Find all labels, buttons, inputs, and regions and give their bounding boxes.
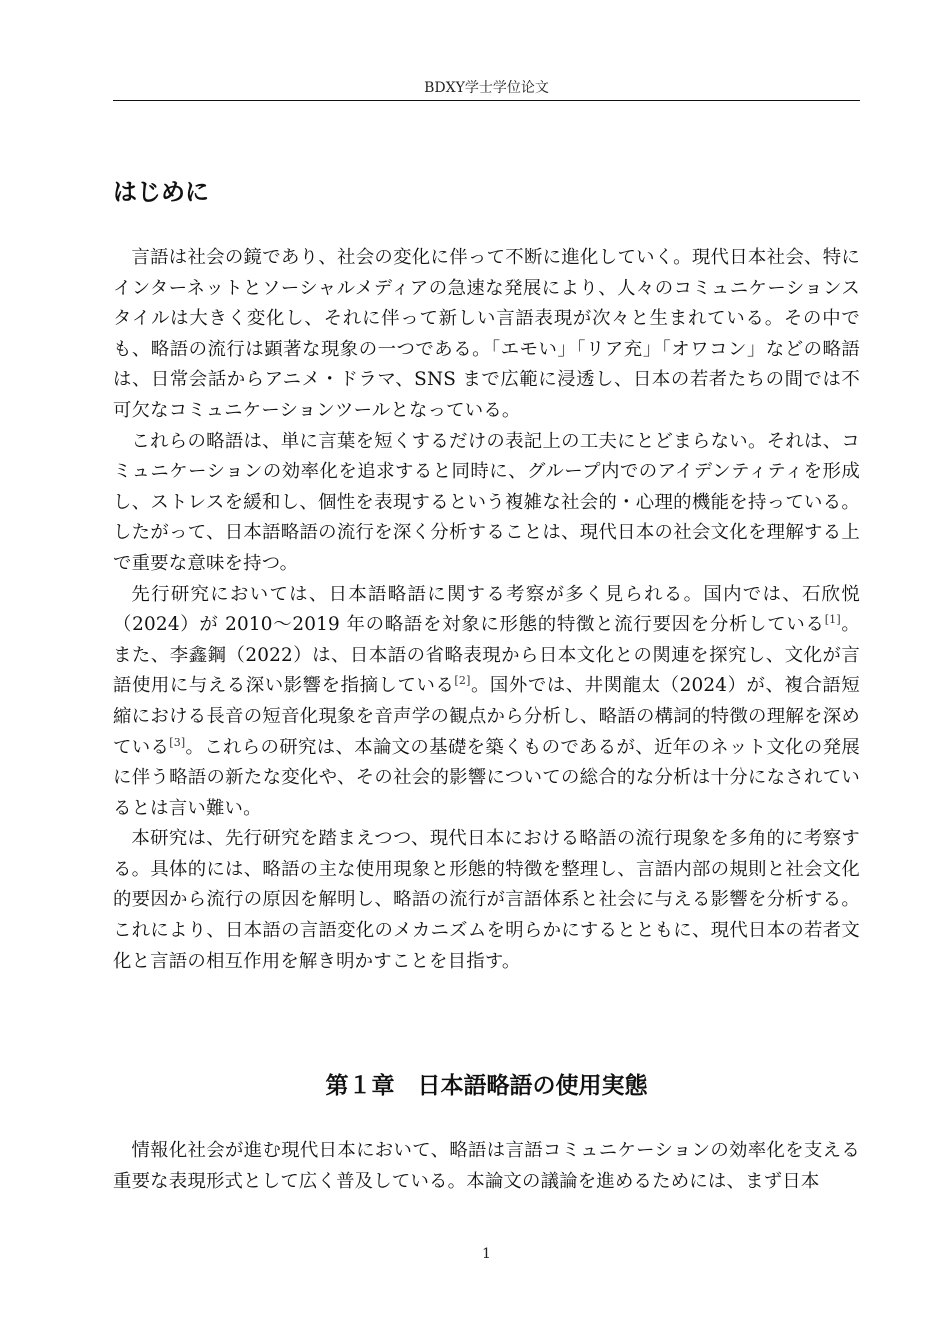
intro-paragraph-3-text-c: 。国外では、井関龍太（2024）が、複合語短縮における長音の短音化現象を音声学の観点から分析し、略語の構詞的特徴の理解を深めている [113,675,860,758]
intro-paragraph-3-text-b: 。また、李鑫鋼（2022）は、日本語の省略表現から日本文化との関連を探究し、文化が言語使用に与える深い影響を指摘している [113,614,861,697]
page-number: 1 [482,1246,491,1262]
intro-paragraph-4: 本研究は、先行研究を踏まえつつ、現代日本における略語の流行現象を多角的に考察する。具体的には、略語の主な使用現象と形態的特徴を整理し、言語内部の規則と社会文化的要因から流行の原因を解明し、略語の流行が言語体系と社会に与える影響を分析する。これにより、日本語の言語変化のメカニズムを明らかにするとともに、現代日本の若者文化と言語の相互作用を解き明かすことを目指す。 [113,828,860,972]
chapter-1-paragraph-1: 情報化社会が進む現代日本において、略語は言語コミュニケーションの効率化を支える重要な表現形式として広く普及している。本論文の議論を進めるためには、まず日本 [113,1140,860,1192]
citation-3: [3] [169,735,186,749]
chapter-1-body [113,1136,860,1197]
intro-paragraph-3 [113,580,860,825]
intro-paragraph-2: これらの略語は、単に言葉を短くするだけの表記上の工夫にとどまらない。それは、コミュニケーションの効率化を追求すると同時に、グループ内でのアイデンティティを形成し、ストレスを緩和し、個性を表現するという複雑な社会的・心理的機能を持っている。したがって、日本語略語の流行を深く分析することは、現代日本の社会文化を理解する上で重要な意味を持つ。 [113,430,860,574]
intro-paragraph-3-text-d: 。これらの研究は、本論文の基礎を築くものであるが、近年のネット文化の発展に伴う略語の新たな変化や、その社会的影響についての総合的な分析は十分になされているとは言い難い。 [113,736,860,819]
chapter-1-heading: 第１章 日本語略語の使用実態 [325,1073,648,1099]
section-heading-introduction: はじめに [113,178,209,206]
header-rule [113,100,860,101]
introduction-body [113,243,860,977]
intro-paragraph-3-text-a: 先行研究においては、日本語略語に関する考察が多く見られる。国内では、石欣悦（2024）が 2010～2019 年の略語を対象に形態的特徴と流行要因を分析している [113,583,860,636]
citation-1: [1] [824,613,841,626]
intro-paragraph-1: 言語は社会の鏡であり、社会の変化に伴って不断に進化していく。現代日本社会、特にインターネットとソーシャルメディアの急速な発展により、人々のコミュニケーションスタイルは大きく変化し、それに伴って新しい言語表現が次々と生まれている。その中でも、略語の流行は顕著な現象の一つである。「エモい」「リア充」「オワコン」などの略語は、日常会話からアニメ・ドラマ、SNS まで広範に浸透し、日本の若者たちの間では不可欠なコミュニケーションツールとなっている。 [113,247,860,421]
running-header: BDXY学士学位论文 [424,80,549,96]
citation-2: [2] [454,674,471,688]
